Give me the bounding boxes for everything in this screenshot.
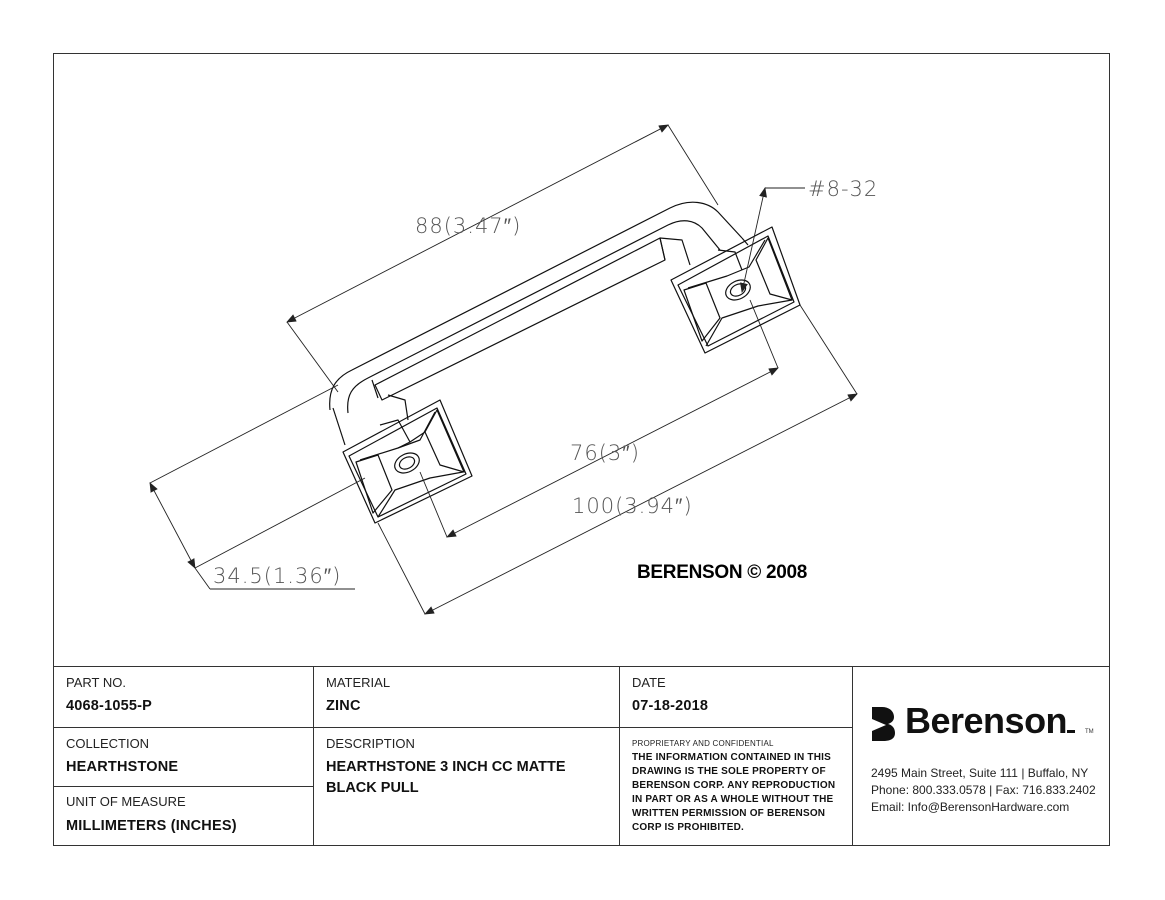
material-label: MATERIAL [326, 675, 391, 690]
pull-handle-outline [330, 202, 800, 523]
material-value: ZINC [326, 698, 361, 714]
unit-label: UNIT OF MEASURE [66, 794, 186, 809]
left-mounting-post [343, 395, 472, 523]
proprietary-title: PROPRIETARY AND CONFIDENTIAL [632, 739, 774, 748]
dim-thread-label: #8-32 [808, 177, 879, 201]
part-no-value: 4068-1055-P [66, 698, 153, 714]
logo-underline [1067, 730, 1075, 733]
collection-value: HEARTHSTONE [66, 759, 179, 775]
proprietary-text: THE INFORMATION CONTAINED IN THIS DRAWING IS THE SOLE PROPERTY OF BERENSON CORP. ANY REPRODUCTION IN PART OR AS A WHOLE WITHOUT THE WRITTEN PERMISSION OF BERENSON CORP IS PROHIBITED. [632, 752, 836, 833]
title-block-row-divider [53, 727, 852, 728]
company-phone: Phone: 800.333.0578 | Fax: 716.833.2402 [871, 783, 1096, 797]
description-label: DESCRIPTION [326, 736, 415, 751]
dim-center-to-center-label: 76(3″) [570, 441, 640, 465]
copyright-notice: BERENSON © 2008 [637, 562, 808, 583]
company-address: 2495 Main Street, Suite 111 | Buffalo, NY [871, 766, 1089, 780]
title-block-col-divider-3 [852, 666, 853, 846]
berenson-logo-icon [870, 705, 896, 743]
dim-overall-length-label: 88(3.47″) [415, 214, 522, 238]
company-name: Berenson [905, 700, 1068, 741]
date-value: 07-18-2018 [632, 698, 709, 714]
berenson-logo-wordmark [905, 700, 1075, 742]
date-label: DATE [632, 675, 666, 690]
part-no-label: PART NO. [66, 675, 126, 690]
description-value: HEARTHSTONE 3 INCH CC MATTE BLACK PULL [326, 759, 566, 796]
dim-base-length-label: 100(3.94″) [572, 494, 693, 518]
collection-label: COLLECTION [66, 736, 150, 751]
title-block-top-border [53, 666, 1110, 667]
dim-width-label: 34.5(1.36″) [213, 564, 342, 588]
title-block-row-divider-2 [53, 786, 313, 787]
right-mounting-post [660, 227, 800, 353]
unit-value: MILLIMETERS (INCHES) [66, 818, 237, 834]
title-block-col-divider-2 [619, 666, 620, 846]
title-block-col-divider-1 [313, 666, 314, 846]
dimension-lines [150, 125, 857, 614]
company-email: Email: Info@BerensonHardware.com [871, 800, 1070, 814]
trademark-mark: TM [1085, 729, 1094, 735]
